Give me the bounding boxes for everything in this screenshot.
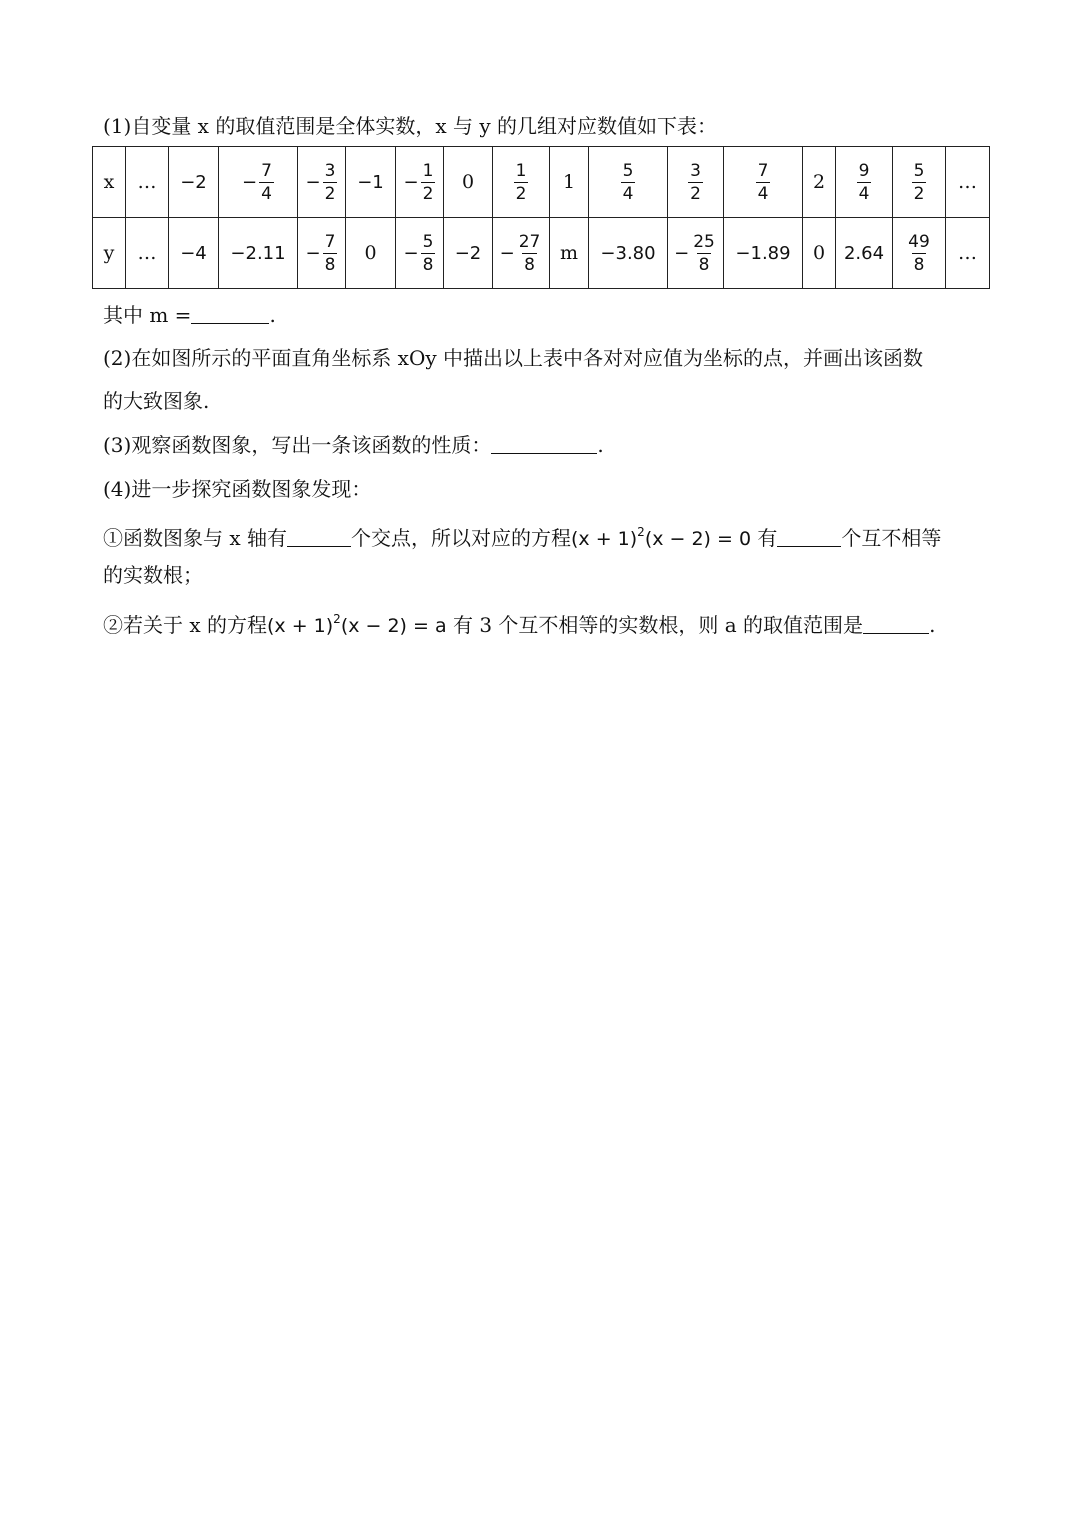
fraction-denominator: 2	[913, 183, 925, 204]
fraction-denominator: 8	[324, 254, 336, 275]
fraction	[906, 231, 932, 276]
table-cell: 2.64	[836, 218, 893, 289]
value-table	[92, 146, 990, 289]
fraction-denominator: 4	[261, 183, 272, 204]
table-cell: 2	[803, 147, 836, 218]
m-answer-blank[interactable]	[191, 303, 269, 324]
table-row-y	[93, 218, 990, 289]
table-cell: y	[93, 218, 126, 289]
table-cell: 0	[444, 147, 493, 218]
q4-1-line2: 的实数根；	[103, 563, 203, 587]
fraction-numerator: 5	[422, 231, 434, 252]
a-range-blank[interactable]	[863, 613, 929, 634]
fraction-denominator: 8	[698, 254, 710, 275]
q4-1-text-c: 有	[751, 526, 778, 550]
q3-prefix: (3)观察函数图象，写出一条该函数的性质：	[103, 433, 492, 457]
q2-line1: (2)在如图所示的平面直角坐标系 xOy 中描出以上表中各对对应值为坐标的点，并画出该函数	[103, 346, 924, 370]
table-cell: −4	[169, 218, 219, 289]
fraction-numerator: 7	[261, 160, 272, 181]
q3-line	[103, 430, 604, 460]
minus-sign: −	[403, 242, 419, 264]
q3-suffix: .	[597, 433, 604, 457]
fraction-numerator: 3	[324, 160, 336, 181]
table-cell	[668, 147, 724, 218]
fraction-numerator: 27	[518, 231, 541, 252]
minus-sign: −	[305, 242, 321, 264]
table-cell	[493, 218, 550, 289]
table-cell	[396, 147, 444, 218]
q4-1-text-d: 个互不相等	[841, 526, 942, 550]
q4-2-text-b: 有 3 个互不相等的实数根，则 a 的取值范围是	[446, 613, 864, 637]
table-cell: …	[946, 147, 990, 218]
table-cell	[836, 147, 893, 218]
fraction-numerator: 7	[757, 160, 769, 181]
fraction-numerator: 1	[422, 160, 434, 181]
table-cell: −2.11	[219, 218, 298, 289]
table-cell	[589, 147, 668, 218]
fraction	[259, 160, 274, 205]
fraction-numerator: 7	[324, 231, 336, 252]
equation-1: $(x + 1)^2(x - 2) = 0$	[571, 525, 752, 550]
table-cell	[893, 218, 946, 289]
q2-line2: 的大致图象.	[103, 389, 210, 413]
table-cell: −3.80	[589, 218, 668, 289]
q4-line: (4)进一步探究函数图象发现：	[103, 477, 372, 501]
q4-1-text-a: ①函数图象与 x 轴有	[103, 526, 287, 550]
fraction-denominator: 8	[422, 254, 434, 275]
q4-2-text-a: ②若关于 x 的方程	[103, 613, 267, 637]
fraction	[421, 231, 436, 276]
fraction-numerator: 1	[515, 160, 527, 181]
table-cell: 1	[550, 147, 589, 218]
fraction	[514, 160, 529, 205]
q1-m-suffix: .	[269, 303, 276, 327]
table-cell: −1.89	[724, 218, 803, 289]
table-cell: 0	[803, 218, 836, 289]
fraction-numerator: 3	[690, 160, 701, 181]
q1-m-line	[103, 300, 276, 330]
fraction-denominator: 4	[757, 183, 769, 204]
fraction-denominator: 2	[690, 183, 701, 204]
minus-sign: −	[499, 242, 515, 264]
fraction	[421, 160, 436, 205]
fraction-denominator: 4	[622, 183, 634, 204]
table-cell: −2	[169, 147, 219, 218]
table-cell: 0	[346, 218, 396, 289]
fraction	[691, 231, 717, 276]
table-cell	[668, 218, 724, 289]
fraction	[756, 160, 771, 205]
table-cell: x	[93, 147, 126, 218]
fraction-denominator: 2	[515, 183, 527, 204]
intersection-count-blank[interactable]	[287, 526, 351, 547]
minus-sign: −	[403, 171, 419, 193]
fraction	[323, 160, 338, 205]
table-cell	[493, 147, 550, 218]
q4-1-line1	[103, 517, 941, 554]
table-cell	[893, 147, 946, 218]
equation-2: $(x + 1)^2(x - 2) = a$	[267, 612, 447, 637]
table-cell: m	[550, 218, 589, 289]
q4-2-text-c: .	[929, 613, 936, 637]
fraction-denominator: 2	[422, 183, 434, 204]
fraction	[517, 231, 543, 276]
table-cell: …	[946, 218, 990, 289]
table-cell: …	[126, 218, 169, 289]
table-cell	[724, 147, 803, 218]
fraction-numerator: 5	[913, 160, 925, 181]
fraction-denominator: 2	[324, 183, 336, 204]
table-cell	[396, 218, 444, 289]
table-cell	[298, 218, 346, 289]
fraction	[912, 160, 927, 205]
fraction	[857, 160, 872, 205]
table-cell: −1	[346, 147, 396, 218]
table-cell	[298, 147, 346, 218]
fraction-denominator: 8	[524, 254, 535, 275]
minus-sign: −	[305, 171, 321, 193]
table-cell	[219, 147, 298, 218]
fraction	[621, 160, 636, 205]
root-count-blank[interactable]	[777, 526, 841, 547]
fraction	[323, 231, 338, 276]
q4-2-line	[103, 604, 935, 641]
fraction-numerator: 49	[908, 231, 930, 252]
intro-text: (1)自变量 x 的取值范围是全体实数，x 与 y 的几组对应数值如下表：	[103, 114, 717, 138]
fraction-denominator: 4	[858, 183, 870, 204]
table-cell: −2	[444, 218, 493, 289]
minus-sign: −	[674, 242, 690, 264]
fraction-numerator: 25	[693, 231, 715, 252]
q3-answer-blank[interactable]	[491, 433, 597, 454]
table-cell: …	[126, 147, 169, 218]
q1-m-prefix: 其中 m =	[103, 303, 192, 327]
fraction-numerator: 9	[858, 160, 870, 181]
fraction	[688, 160, 703, 205]
q4-1-text-b: 个交点，所以对应的方程	[351, 526, 571, 550]
fraction-numerator: 5	[622, 160, 634, 181]
table-row-x	[93, 147, 990, 218]
fraction-denominator: 8	[913, 254, 925, 275]
minus-sign: −	[242, 171, 258, 193]
